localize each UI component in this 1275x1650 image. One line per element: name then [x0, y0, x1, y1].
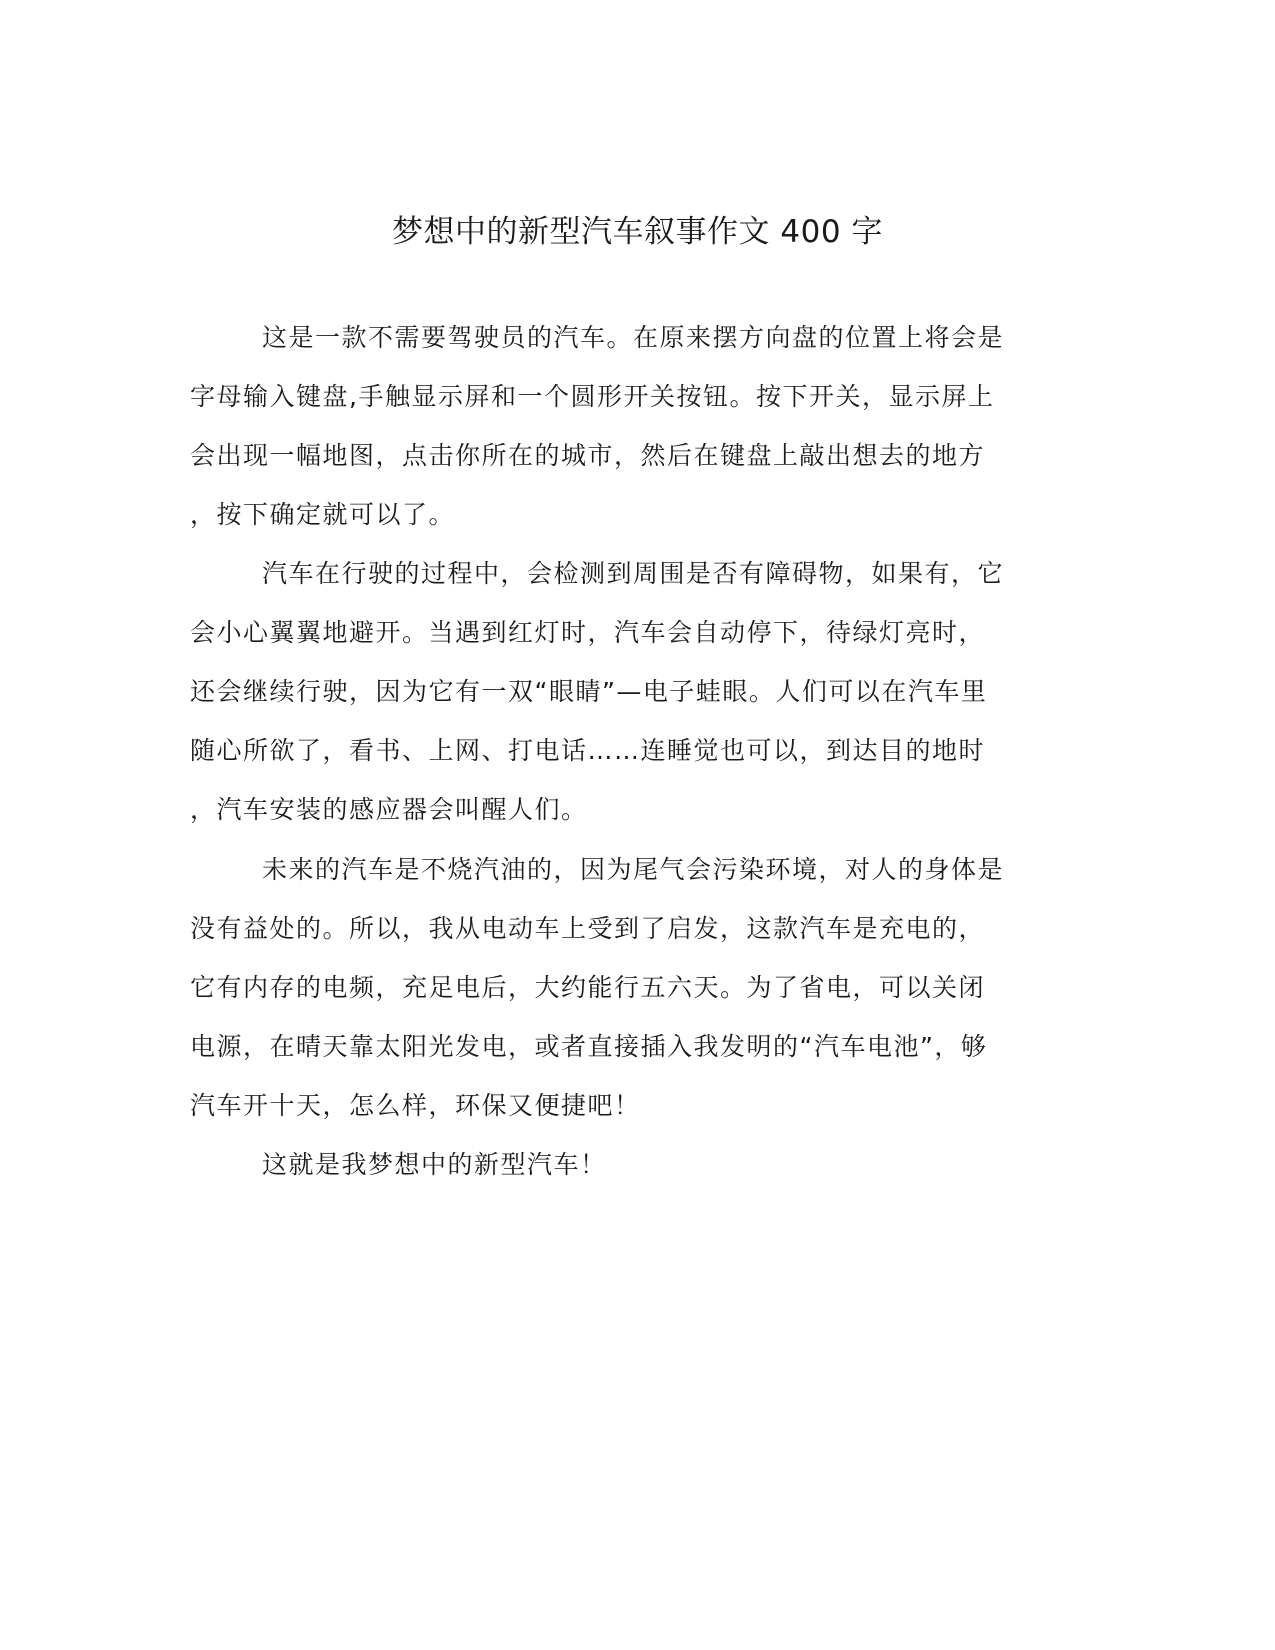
text-line: 它有内存的电频，充足电后，大约能行五六天。为了省电，可以关闭 [190, 973, 986, 1002]
text-line: 随心所欲了，看书、上网、打电话……连睡觉也可以，到达目的地时 [190, 736, 986, 765]
text-line: 没有益处的。所以，我从电动车上受到了启发，这款汽车是充电的， [190, 914, 986, 943]
text-line: ，按下确定就可以了。 [190, 500, 456, 529]
text-line: 会小心翼翼地避开。当遇到红灯时，汽车会自动停下，待绿灯亮时， [190, 618, 986, 647]
text-line: ，汽车安装的感应器会叫醒人们。 [190, 795, 588, 824]
document-title: 梦想中的新型汽车叙事作文 400 字 [392, 214, 883, 250]
text-line: 汽车在行驶的过程中，会检测到周围是否有障碍物，如果有，它 [262, 559, 1005, 588]
text-line: 会出现一幅地图，点击你所在的城市，然后在键盘上敲出想去的地方 [190, 441, 986, 470]
text-line: 电源，在晴天靠太阳光发电，或者直接插入我发明的“汽车电池”，够 [190, 1032, 988, 1061]
text-line: 还会继续行驶，因为它有一双“眼睛”—电子蛙眼。人们可以在汽车里 [190, 677, 988, 706]
text-line: 字母输入键盘,手触显示屏和一个圆形开关按钮。按下开关，显示屏上 [190, 382, 995, 411]
text-line: 未来的汽车是不烧汽油的，因为尾气会污染环境，对人的身体是 [262, 855, 1005, 884]
text-line: 这就是我梦想中的新型汽车！ [262, 1150, 607, 1179]
text-line: 汽车开十天，怎么样，环保又便捷吧！ [190, 1091, 641, 1120]
text-line: 这是一款不需要驾驶员的汽车。在原来摆方向盘的位置上将会是 [262, 323, 1005, 352]
